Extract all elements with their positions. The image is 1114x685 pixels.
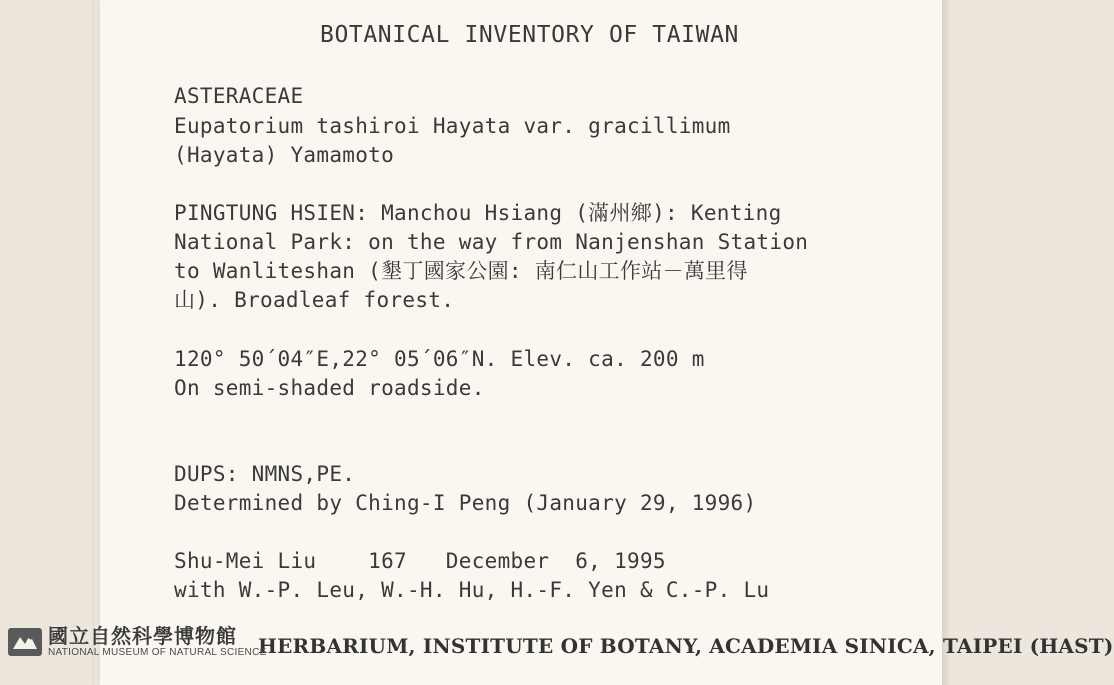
museum-logo-icon [8, 628, 42, 656]
family-name: ASTERACEAE [174, 84, 304, 108]
locality-line-3: to Wanliteshan (墾丁國家公園: 南仁山工作站－萬里得 [174, 259, 748, 283]
museum-name-english: NATIONAL MUSEUM OF NATURAL SCIENCE [48, 647, 267, 658]
museum-name-chinese: 國立自然科學博物館 [48, 624, 237, 648]
habitat-line: On semi-shaded roadside. [174, 376, 485, 400]
collector-line: Shu-Mei Liu 167 December 6, 1995 [174, 549, 666, 573]
museum-watermark [8, 620, 267, 664]
paper-left-shadow [92, 0, 100, 685]
duplicates-line: DUPS: NMNS,PE. [174, 462, 356, 486]
species-name-line-1: Eupatorium tashiroi Hayata var. gracillimum [174, 114, 731, 138]
species-name-line-2: (Hayata) Yamamoto [174, 143, 395, 167]
herbarium-footer: HERBARIUM, INSTITUTE OF BOTANY, ACADEMIA SINICA, TAIPEI (HAST) [258, 634, 1114, 658]
label-header: BOTANICAL INVENTORY OF TAIWAN [320, 22, 739, 48]
co-collectors-line: with W.-P. Leu, W.-H. Hu, H.-F. Yen & C.-P. Lu [174, 578, 770, 602]
paper-right-edge [942, 0, 952, 685]
coordinates-line: 120° 50´04″E,22° 05´06″N. Elev. ca. 200 m [174, 347, 705, 371]
locality-line-1: PINGTUNG HSIEN: Manchou Hsiang (滿州鄉): Kenting [174, 201, 782, 225]
locality-line-2: National Park: on the way from Nanjenshan Station [174, 230, 809, 254]
determined-by-line: Determined by Ching-I Peng (January 29, 1996) [174, 491, 757, 515]
locality-line-4: 山). Broadleaf forest. [174, 288, 455, 312]
